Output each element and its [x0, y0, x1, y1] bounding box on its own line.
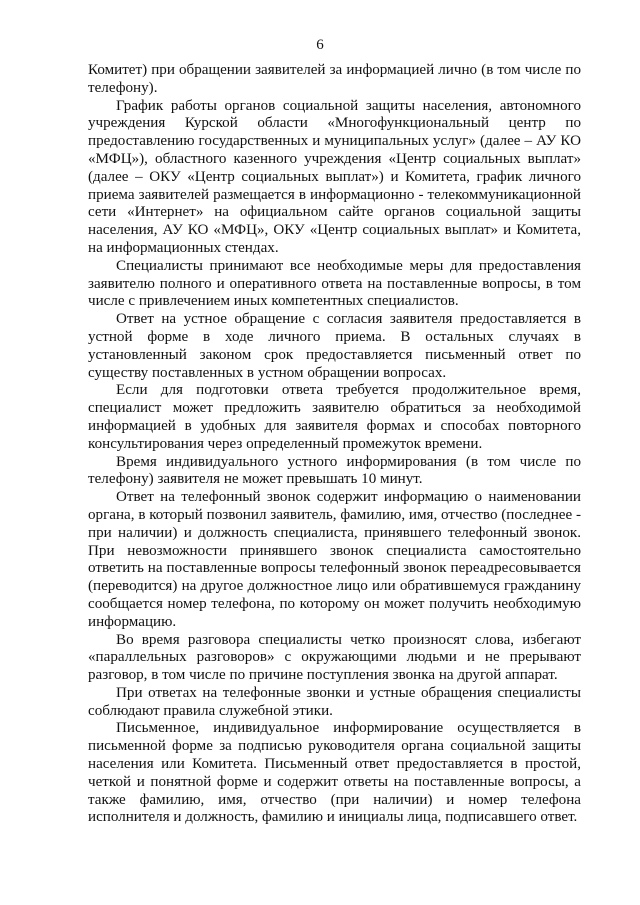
paragraph-phone-answer: Ответ на телефонный звонок содержит информацию о наименовании органа, в который позвонил заявитель, фамилию, имя, отчество (последнее - при наличии) и должность специалиста, принявшего телефонный звонок. При невозможности принявшего звонок специалиста самостоятельно ответить на поставленные вопросы телефонный звонок переадресовывается (переводится) на другое должностное лицо или обратившемуся гражданину сообщается номер телефона, по которому он может получить необходимую информацию.: [88, 489, 581, 630]
paragraph-written-informing: Письменное, индивидуальное информирование осуществляется в письменной форме за подписью руководителя органа социальной защиты населения или Комитета. Письменный ответ предоставляется в простой, четкой и понятной форме и содержит ответы на поставленные вопросы, а также фамилию, имя, отчество (при наличии) и номер телефона исполнителя и должность, фамилию и инициалы лица, подписавшего ответ.: [88, 720, 581, 826]
document-body: [88, 62, 581, 827]
paragraph-work-schedule: График работы органов социальной защиты населения, автономного учреждения Курской области «Многофункциональный центр по предоставлению государственных и муниципальных услуг» (далее – АУ КО «МФЦ»), областного казенного учреждения «Центр социальных выплат» (далее – ОКУ «Центр социальных выплат») и Комитета, график личного приема заявителей размещается в информационно - телекоммуникационной сети «Интернет» на официальном сайте органов социальной защиты населения, АУ КО «МФЦ», ОКУ «Центр социальных выплат» и Комитета, на информационных стендах.: [88, 97, 581, 256]
paragraph-conversation-rules: Во время разговора специалисты четко произносят слова, избегают «параллельных разговоров» с окружающими людьми и не прерывают разговор, в том числе по причине поступления звонка на другой аппарат.: [88, 631, 581, 684]
paragraph-ethics: При ответах на телефонные звонки и устные обращения специалисты соблюдают правила служебной этики.: [88, 684, 581, 719]
paragraph-long-preparation: Если для подготовки ответа требуется продолжительное время, специалист может предложить заявителю обратиться за необходимой информацией в удобных для заявителя формах и способах повторного консультирования через определенный промежуток времени.: [88, 382, 581, 452]
paragraph-oral-response: Ответ на устное обращение с согласия заявителя предоставляется в устной форме в ходе личного приема. В остальных случаях в установленный законом срок предоставляется письменный ответ по существу поставленных в устном обращении вопросах.: [88, 311, 581, 381]
paragraph-specialists-measures: Специалисты принимают все необходимые меры для предоставления заявителю полного и оперативного ответа на поставленные вопросы, в том числе с привлечением иных компетентных специалистов.: [88, 257, 581, 310]
page-number: 6: [316, 37, 324, 53]
paragraph-continuation: Комитет) при обращении заявителей за информацией лично (в том числе по телефону).: [88, 62, 581, 96]
paragraph-time-limit: Время индивидуального устного информирования (в том числе по телефону) заявителя не может превышать 10 минут.: [88, 453, 581, 488]
